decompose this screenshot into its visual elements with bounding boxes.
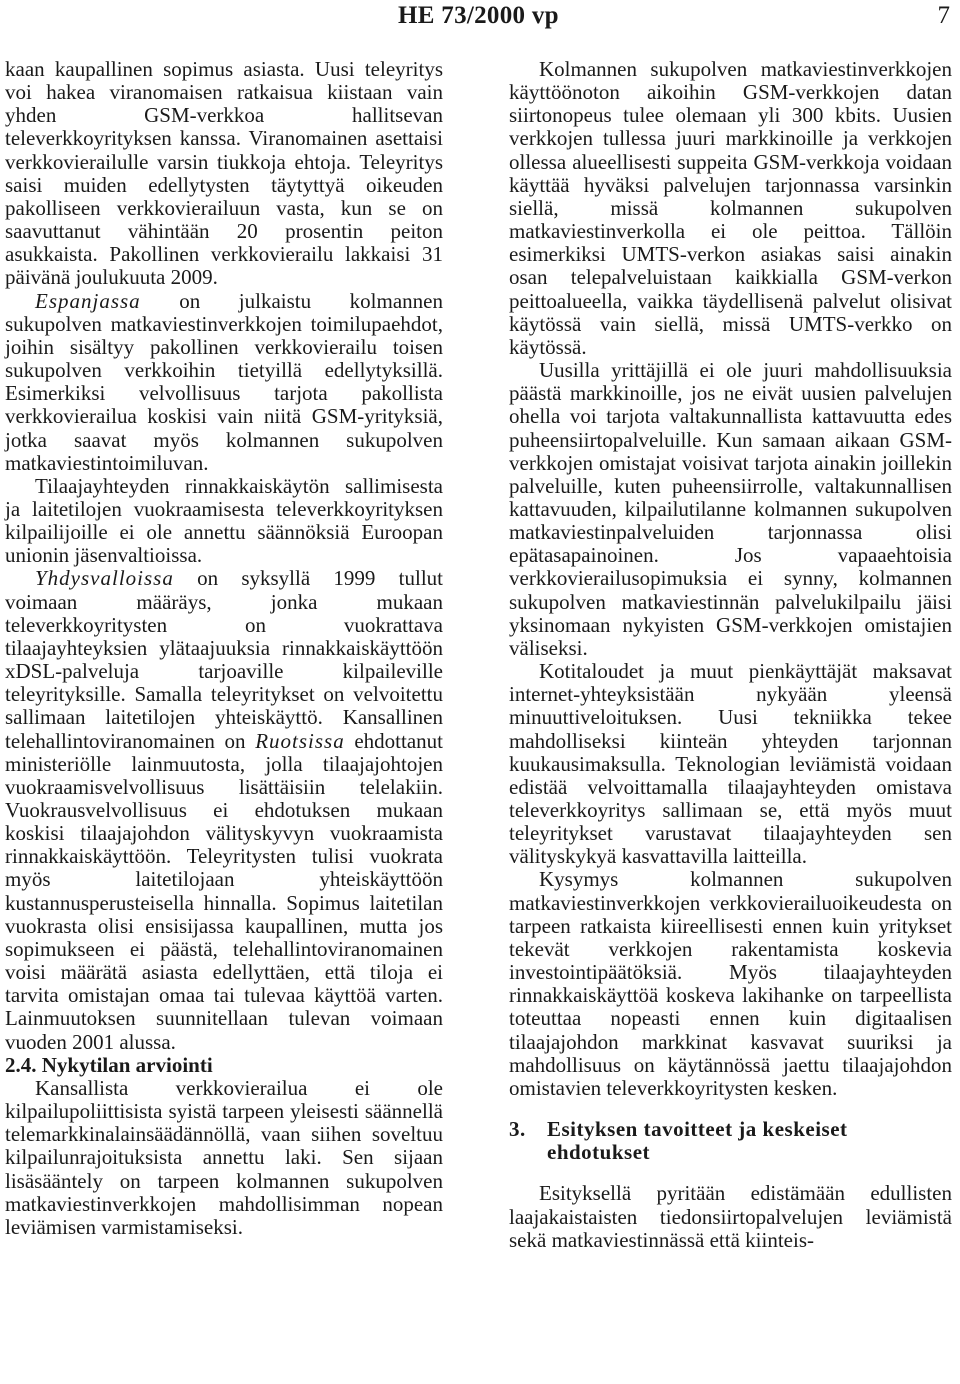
paragraph: [5, 290, 443, 475]
paragraph: [5, 567, 443, 1053]
page-number: 7: [937, 2, 950, 29]
right-column: [509, 58, 952, 1252]
paragraph: kaan kaupallinen sopimus asiasta. Uusi teleyritys voi hakea viranomaisen ratkaisua kiistaan vain yhden GSM-verkkoa hallitsevan televerkkoyrityksen kanssa. Viranomainen asettaisi verkkovierailulle varsin tiukkoja ehtoja. Teleyritys saisi muiden edellytysten täytyttyä oikeuden pakolliseen verkkovierailuun vasta, kun se on saavuttanut vähintään 20 prosentin peiton asukkaista. Pakollinen verkkovierailu lakkaisi 31 päivänä joulukuuta 2009.: [5, 57, 443, 290]
paragraph-text: ehdottanut ministeriölle lainmuutosta, jolla tilaajajohtojen vuokraamisvelvollisuus lisättäisiin telelakiin. Vuokrausvelvollisuus ei ehdotuksen mukaan koskisi tilaajajohdon välityskyvyn vuokraamista rinnakkaiskäyttöön. Teleyritysten tulisi vuokrata myös laitetilojaan yhteiskäyttöön kustannusperusteisella hinnalla. Sopimus laitetilan vuokrasta olisi ensisijassa kaupallinen, mutta jos sopimukseen ei päästä, telehallintoviranomainen voisi määrätä asiasta edellyttäen, että tiloja ei tarvita omistajan omaa tai tulevaa käyttöä varten. Lainmuutoksen suunnitellaan tulevan voimaan vuoden 2001 alussa.: [5, 728, 443, 1054]
document-id: HE 73/2000 vp: [398, 2, 559, 29]
country-name: Ruotsissa: [255, 728, 345, 753]
section-title: Esityksen tavoitteet ja keskeiset ehdotukset: [547, 1117, 848, 1165]
paragraph: Uusilla yrittäjillä ei ole juuri mahdollisuuksia päästä markkinoille, jos ne eivät uusien palvelujen ohella voi tarjota valtakunnallista kattavuutta edes puheensiirtopalveluille. Kun samaan aikaan GSM-verkkojen omistajat voisivat tarjota ainakin joillekin palveluille, kuten puheensiirrolle, valtakunnallisen kattavuuden, kilpailutilanne kolmannen sukupolven matkaviestinpalveluiden tarjonnassa olisi epätasapainoinen. Jos vapaaehtoisia verkkovierailusopimuksia ei synny, kolmannen sukupolven matkaviestinnän palvelukilpailu jäisi yksinomaan nykyisten GSM-verkkojen omistajien väliseksi.: [509, 358, 952, 660]
paragraph-text: on syksyllä 1999 tullut voimaan määräys, jonka mukaan televerkkoyritysten on vuokrattava tilaajayhteyksien ylätaajuuksia rinnakkaiskäyttöön xDSL-palveluja tarjoaville kilpaileville teleyrityksille. Samalla teleyritykset on velvoitettu sallimaan laitetilojen yhteiskäyttö. Kansallinen telehallintoviranomainen on: [5, 566, 443, 753]
paragraph-text: on julkaistu kolmannen sukupolven matkaviestinverkkojen toimilupaehdot, joihin sisältyy pakollinen verkkovierailu toisen sukupolven verkkoihin tietyillä edellytyksillä. Esimerkiksi velvollisuus tarjota pakollista verkkovierailua koskisi vain niitä GSM-yrityksiä, jotka saavat myös kolmannen sukupolven matkaviestintoimiluvan.: [5, 288, 443, 475]
paragraph: Kysymys kolmannen sukupolven matkaviestinverkkojen verkkovierailuoikeudesta on tarpeen ratkaista kiireellisesti ennen kuin yritykset tekevät verkkojen rakentamista koskevia investointipäätöksiä. Myös tilaajayhteyden rinnakkaiskäyttöä koskeva lakihanke on tarpeellista toteuttaa nopeasti ennen kuin digitaalisen tilaajajohdon markkinat kasvavat suuriksi ja mahdollisuus on käytännössä jaettu tilaajajohdon omistavien televerkkoyritysten kesken.: [509, 867, 952, 1100]
page-header: [0, 0, 960, 40]
country-name: Espanjassa: [35, 288, 141, 313]
paragraph: Kotitaloudet ja muut pienkäyttäjät maksavat internet-yhteyksistään nykyään yleensä minuuttiveloituksen. Uusi tekniikka tekee mahdolliseksi kiinteän yhteyden tarjonnan kuukausimaksulla. Teknologian leviämistä voidaan edistää velvoittamalla tilaajayhteyden omistava televerkkoyritys sallimaan se, että myös muut teleyritykset varustavat tilaajayhteyden sen välityskykyä kasvattavilla laitteilla.: [509, 659, 952, 869]
country-name: Yhdysvalloissa: [35, 566, 174, 591]
paragraph: Kolmannen sukupolven matkaviestinverkkojen käyttöönoton aikoihin GSM-verkkojen datan siirtonopeus tulee olemaan yli 300 kbits. Uusien verkkojen tullessa juuri markkinoille ja verkkojen ollessa alueellisesti suppeita GSM-verkkoja voidaan käyttää hyväksi palvelujen tarjonnassa varsinkin siellä, missä kolmannen sukupolven matkaviestinverkolla ei ole peittoa. Tällöin esimerkiksi UMTS-verkon asiakas saisi ainakin osan telepalveluistaan kaikkialla GSM-verkon peittoalueella, vaikka täydellisenä palvelut olisivat käytössä vain siellä, missä UMTS-verkko on käytössä.: [509, 57, 952, 359]
section-heading: [509, 1118, 952, 1164]
paragraph: Tilaajayhteyden rinnakkaiskäytön sallimisesta ja laitetilojen vuokraamisesta televerkkoyrityksen kilpailijoille ei ole annettu säännöksiä Euroopan unionin jäsenvaltioissa.: [5, 473, 443, 568]
section-number: 3.: [509, 1117, 526, 1142]
left-column: [5, 58, 443, 1239]
paragraph: Esityksellä pyritään edistämään edullisten laajakaistaisten tiedonsiirtopalvelujen leviämistä sekä matkaviestinnässä että kiinteis-: [509, 1181, 952, 1252]
section-heading: 2.4. Nykytilan arviointi: [5, 1052, 213, 1077]
paragraph: Kansallista verkkovierailua ei ole kilpailupoliittisista syistä tarpeen yleisesti säännellä telemarkkinalainsäädännöllä, vaan siihen soveltuu kilpailunrajoituksista annettu laki. Sen sijaan lisäsääntely on tarpeen kolmannen sukupolven matkaviestinverkkojen mahdollisimman nopean leviämisen varmistamiseksi.: [5, 1075, 443, 1239]
